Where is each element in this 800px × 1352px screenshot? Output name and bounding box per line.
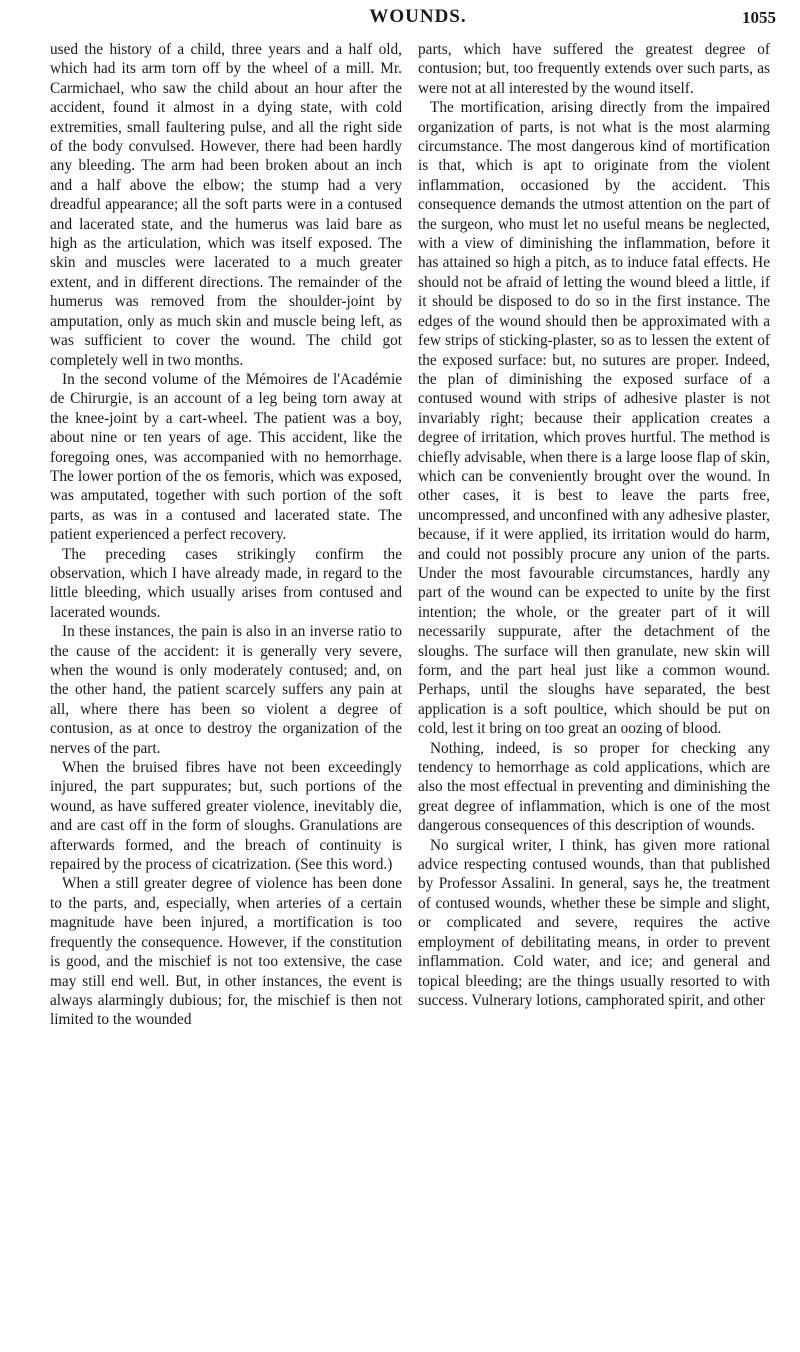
paragraph: When the bruised fibres have not been exceedingly injured, the part suppurates; but, such portions of the wound, as have suffered greater violence, inevitably die, and are cast off in the form of sloughs. Granulations are afterwards formed, and the breach of continuity is repaired by the process of cicatrization. (See this word.): [50, 759, 402, 874]
paragraph: When a still greater degree of violence has been done to the parts, and, especially, when arteries of a certain magnitude have been injured, a mortification is too frequently the consequence. However, if the constitution is good, and the mischief is not too extensive, the case may still end well. But, in other instances, the event is always alarmingly dubious; for, the mischief is then not limited to the wounded: [50, 875, 402, 1029]
paragraph: The preceding cases strikingly confirm the observation, which I have already made, in regard to the little bleeding, which usually arises from contused and lacerated wounds.: [50, 545, 402, 621]
page-number: 1055: [742, 8, 776, 27]
paragraph: used the history of a child, three years and a half old, which had its arm torn off by the wheel of a mill. Mr. Carmichael, who saw the child about an hour after the accident, found it almost in a dying state, with cold extremities, small faultering pulse, and all the right side of the body convulsed. However, there had been hardly any bleeding. The arm had been broken about an inch and a half above the elbow; the stump had a very dreadful appearance; all the soft parts were in a contused and lacerated state, and the humerus was laid bare as high as the articulation, which was itself exposed. The skin and muscles were lacerated to a much greater extent, and in different directions. The remainder of the humerus was removed from the shoulder-joint by amputation, only as much skin and muscle being left, as was sufficient to cover the wound. The child got completely well in two months.: [50, 41, 402, 369]
page-title: WOUNDS.: [369, 6, 467, 27]
paragraph: In these instances, the pain is also in an inverse ratio to the cause of the accident: it is generally very severe, when the wound is only moderately contused; and, on the other hand, the patient scarcely suffers any pain at all, where there has been so violent a degree of contusion, as at once to destroy the organization of the nerves of the part.: [50, 623, 402, 757]
paragraph: parts, which have suffered the greatest degree of contusion; but, too frequently extends over such parts, as were not at all interested by the wound itself.: [418, 41, 770, 97]
paragraph: The mortification, arising directly from the impaired organization of parts, is not what is the most alarming circumstance. The most dangerous kind of mortification is that, which is apt to originate from the violent inflammation, occasioned by the accident. This consequence demands the utmost attention on the part of the surgeon, who must let no useful means be neglected, with a view of diminishing the inflammation, before it has attained so high a pitch, as to induce fatal effects. He should not be afraid of letting the wound bleed a little, if it should be disposed to do so in the first instance. The edges of the wound should then be approximated with a few strips of sticking-plaster, so as to lessen the extent of the exposed surface: but, no sutures are proper. Indeed, the plan of diminishing the exposed surface of a contused wound with strips of adhesive plaster is not invariably right; because their application creates a degree of irritation, which proves hurtful. The method is chiefly advisable, when there is a large loose flap of skin, which can be conveniently brought over the wound. In other cases, it is best to leave the parts free, uncompressed, and unconfined with any adhesive plaster, because, if it were applied, its irritation would do harm, and could not possibly procure any union of the parts. Under the most favourable circumstances, hardly any part of the wound can be expected to unite by the first intention; the whole, or the greater part of it will necessarily suppurate, after the detachment of the sloughs. The surface will then granulate, new skin will form, and the part heal just like a common wound. Perhaps, until the sloughs have separated, the best application is a soft poultice, which should be put on cold, lest it bring on too great an oozing of blood.: [418, 99, 770, 738]
paragraph: No surgical writer, I think, has given more rational advice respecting contused wounds, than that published by Professor Assalini. In general, says he, the treatment of contused wounds, whether these be simple and slight, or complicated and severe, requires the active employment of debilitating means, in order to prevent inflammation. Cold water, and ice; and general and topical bleeding; are the things usually resorted to with success. Vulnerary lotions, camphorated spirit, and other: [418, 836, 770, 1009]
paragraph: In the second volume of the Mémoires de l'Académie de Chirurgie, is an account of a leg being torn away at the knee-joint by a cart-wheel. The patient was a boy, about nine or ten years of age. This accident, like the foregoing ones, was accompanied with no hemorrhage. The lower portion of the os femoris, which was exposed, was amputated, together with such portion of the soft parts, as was in a contused and lacerated state. The patient experienced a perfect recovery.: [50, 370, 402, 544]
paragraph: Nothing, indeed, is so proper for checking any tendency to hemorrhage as cold applications, which are also the most effectual in preventing and diminishing the great degree of inflammation, which is one of the most dangerous consequences of this description of wounds.: [418, 739, 770, 835]
right-column: [418, 40, 770, 1010]
running-header: [60, 6, 776, 32]
left-column: [50, 40, 402, 1030]
